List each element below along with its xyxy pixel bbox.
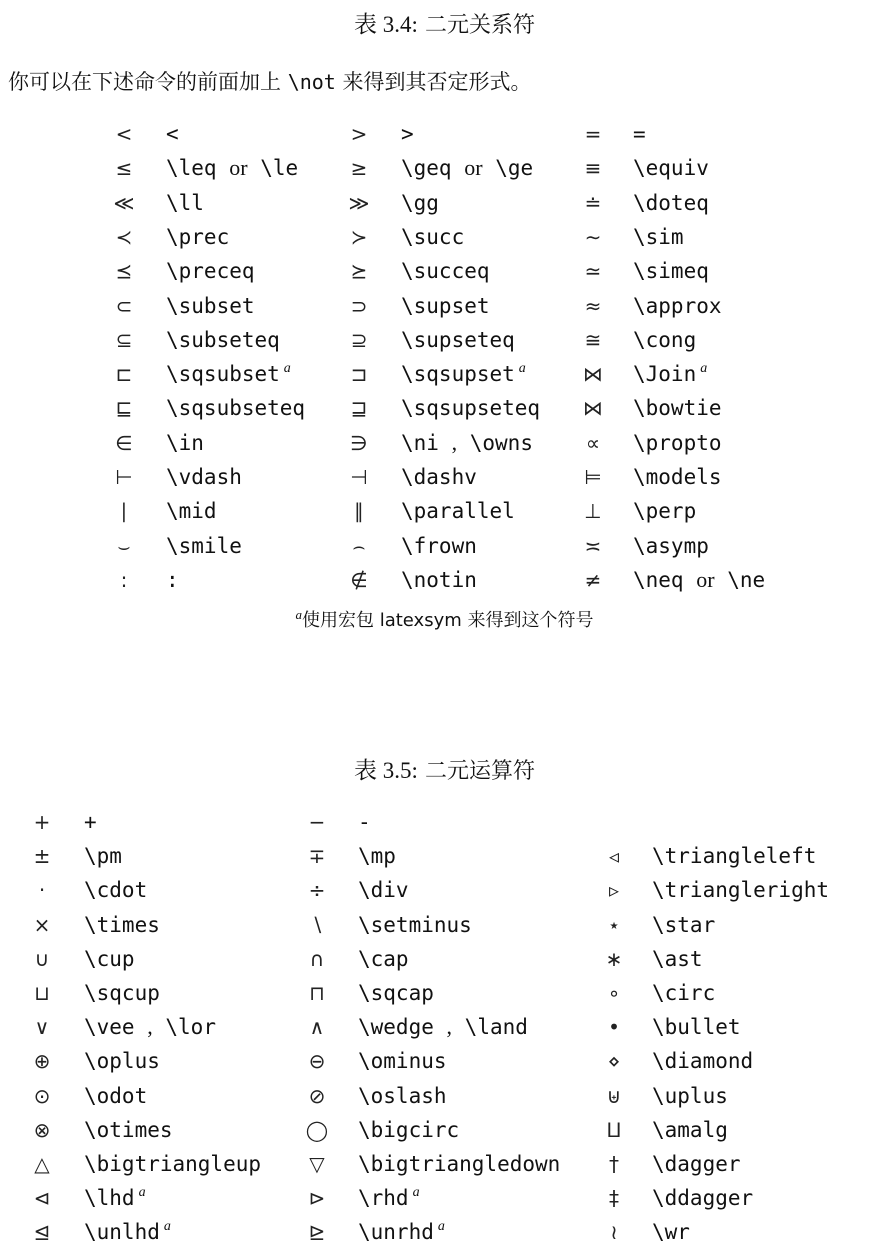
- command-text: \sqsupseteq: [401, 396, 541, 421]
- symbol-glyph: ∗: [605, 946, 623, 971]
- symbol-glyph: ⊑: [115, 396, 133, 421]
- symbol-glyph: [594, 805, 634, 839]
- command-name: [401, 220, 464, 254]
- command-text: \setminus: [358, 912, 472, 937]
- command-name: [633, 220, 684, 254]
- command-name: [652, 1113, 728, 1147]
- command-name: [84, 976, 160, 1010]
- intro-paragraph: [8, 66, 532, 96]
- symbol-glyph: ×: [33, 912, 51, 937]
- symbol-glyph: ⋄: [607, 1049, 621, 1074]
- command-text: \cdot: [84, 878, 148, 903]
- command-name: [633, 254, 709, 288]
- command-alias: \owns: [469, 430, 533, 455]
- symbol-glyph: ⊃: [350, 293, 368, 318]
- or-text: or: [464, 155, 483, 181]
- symbol-glyph: ⊏: [115, 362, 133, 387]
- command-text: \diamond: [652, 1049, 754, 1074]
- command-name: [358, 1079, 447, 1113]
- command-name: [633, 151, 709, 185]
- command-name: [166, 151, 298, 185]
- command-alias: \land: [464, 1015, 528, 1040]
- symbol-glyph: ∼: [584, 224, 602, 249]
- symbol-glyph: ⊔: [34, 981, 50, 1005]
- command-name: [652, 1147, 741, 1181]
- intro-text-before: 你可以在下述命令的前面加上: [8, 70, 281, 94]
- symbol-glyph: ≪: [113, 190, 135, 215]
- command-text: \mp: [358, 844, 396, 869]
- command-name: [166, 220, 229, 254]
- command-text: \star: [652, 912, 716, 937]
- command-text: \notin: [401, 567, 477, 592]
- command-name: [166, 186, 204, 220]
- symbol-glyph: ▹: [608, 878, 620, 903]
- symbol-glyph: ⊴: [33, 1220, 51, 1245]
- command-name: [652, 839, 816, 873]
- command-name: [633, 186, 709, 220]
- command-name: [84, 1044, 160, 1078]
- command-name: [84, 1181, 146, 1215]
- command-text: \triangleright: [652, 878, 830, 903]
- command-text: \triangleleft: [652, 844, 817, 869]
- symbol-glyph: ∪: [34, 946, 50, 971]
- command-name: [84, 873, 147, 907]
- symbol-glyph: ≐: [584, 190, 602, 215]
- separator-comma: ,: [147, 1014, 153, 1040]
- command-name: [401, 117, 414, 151]
- symbol-glyph: ∨: [34, 1015, 50, 1040]
- command-text: \perp: [633, 499, 697, 524]
- command-text: \Join: [633, 362, 697, 387]
- symbol-glyph: ≠: [584, 567, 602, 592]
- or-text: or: [229, 155, 248, 181]
- symbol-glyph: ∣: [119, 499, 129, 524]
- command-text: \pm: [84, 844, 122, 869]
- symbol-glyph: ◃: [608, 844, 620, 869]
- symbol-glyph: ≫: [348, 190, 370, 215]
- symbol-glyph: ⊘: [308, 1083, 326, 1108]
- command-text: \odot: [84, 1083, 148, 1108]
- symbol-glyph: ⊥: [584, 499, 602, 524]
- command-text: \doteq: [633, 190, 709, 215]
- command-name: [166, 426, 204, 460]
- command-name: [633, 117, 646, 151]
- command-text: \sqcup: [84, 981, 160, 1005]
- footnote-marker: a: [163, 1219, 171, 1235]
- command-name: [166, 529, 242, 563]
- command-name: [84, 1113, 173, 1147]
- symbol-glyph: ⋆: [607, 912, 621, 937]
- command-text: \cong: [633, 327, 697, 352]
- symbol-glyph: :: [120, 567, 128, 592]
- command-text: \mid: [166, 499, 217, 524]
- command-text: \ddagger: [652, 1186, 754, 1211]
- symbol-glyph: ⌣: [117, 533, 131, 558]
- command-text: \ll: [166, 190, 204, 215]
- command-name: [633, 391, 722, 425]
- command-name: [633, 289, 722, 323]
- command-text: \succeq: [401, 259, 490, 284]
- command-text: \amalg: [652, 1117, 728, 1142]
- command-name: [652, 873, 829, 907]
- command-name: [358, 873, 409, 907]
- command-name: [401, 254, 490, 288]
- symbol-glyph: ∘: [607, 981, 621, 1005]
- command-name: [652, 976, 715, 1010]
- symbol-glyph: ⊳: [308, 1186, 326, 1211]
- symbol-glyph: ∖: [310, 912, 324, 937]
- command-text: \dashv: [401, 465, 477, 489]
- command-name: [358, 839, 396, 873]
- command-name: [358, 976, 434, 1010]
- table-3-5-caption-number: 表 3.5:: [354, 758, 418, 783]
- symbol-glyph: ≈: [584, 293, 602, 318]
- symbol-glyph: ∥: [354, 499, 364, 524]
- command-name: [633, 426, 722, 460]
- footnote-mark: a: [295, 607, 302, 622]
- command-alias: \ne: [727, 567, 766, 592]
- command-text: \models: [633, 465, 722, 489]
- footnote-marker: a: [412, 1185, 420, 1201]
- footnote-marker: a: [283, 361, 291, 377]
- symbol-glyph: ∝: [585, 430, 601, 455]
- symbol-glyph: ÷: [308, 878, 326, 903]
- symbol-glyph: ⋈: [583, 396, 603, 421]
- symbol-glyph: ▽: [309, 1152, 325, 1176]
- command-name: [166, 289, 255, 323]
- symbol-glyph: >: [350, 122, 368, 146]
- command-text: \cup: [84, 946, 135, 971]
- command-name: [401, 391, 540, 425]
- command-text: \oslash: [358, 1083, 447, 1108]
- command-name: [358, 1044, 447, 1078]
- command-name: [633, 357, 707, 391]
- command-name: [652, 1010, 741, 1044]
- command-name: [633, 529, 709, 563]
- symbol-glyph: ⊆: [115, 327, 133, 352]
- symbol-glyph: ◯: [305, 1117, 329, 1142]
- command-name: [166, 494, 217, 528]
- command-text: \bigcirc: [358, 1117, 460, 1142]
- command-name: [652, 942, 703, 976]
- command-text: \times: [84, 912, 160, 937]
- symbol-glyph: ⋈: [583, 362, 603, 387]
- table-3-4-caption-number: 表 3.4:: [354, 12, 418, 37]
- command-text: \simeq: [633, 259, 709, 284]
- command-name: [166, 323, 280, 357]
- command-text: -: [358, 810, 371, 834]
- command-text: \geq: [401, 156, 452, 181]
- command-name: [84, 1215, 171, 1249]
- command-text: \preceq: [166, 259, 255, 284]
- symbol-glyph: ⊗: [33, 1117, 51, 1142]
- symbol-glyph: =: [584, 122, 602, 146]
- command-name: [358, 1215, 445, 1249]
- command-name: [401, 426, 533, 460]
- command-text: =: [633, 122, 646, 146]
- symbol-glyph: ⊂: [115, 293, 133, 318]
- command-text: \circ: [652, 981, 716, 1005]
- command-text: \asymp: [633, 533, 709, 558]
- command-text: >: [401, 122, 414, 146]
- command-text: \lhd: [84, 1186, 135, 1211]
- symbol-glyph: ⊣: [350, 465, 368, 489]
- table-3-5-caption-title: 二元运算符: [424, 759, 535, 784]
- command-text: \sqsubset: [166, 362, 280, 387]
- command-name: [401, 563, 477, 597]
- command-name: [166, 391, 305, 425]
- command-text: \otimes: [84, 1117, 173, 1142]
- command-name: [652, 1044, 753, 1078]
- command-text: \cap: [358, 946, 409, 971]
- symbol-glyph: ⊙: [33, 1083, 51, 1108]
- command-text: <: [166, 122, 179, 146]
- command-name: [633, 460, 722, 494]
- command-text: \leq: [166, 156, 217, 181]
- command-text: \bigtriangleup: [84, 1152, 262, 1176]
- symbol-glyph: ‡: [609, 1186, 619, 1211]
- command-name: [358, 1147, 560, 1181]
- command-text: \wr: [652, 1220, 690, 1245]
- symbol-glyph: ⊵: [308, 1220, 326, 1245]
- symbol-glyph: ⨿: [606, 1117, 622, 1142]
- symbol-glyph: ∉: [350, 567, 368, 592]
- command-text: \succ: [401, 224, 465, 249]
- intro-text-after: 来得到其否定形式。: [342, 70, 532, 94]
- command-name: [166, 254, 255, 288]
- symbol-glyph: ≡: [584, 156, 602, 181]
- symbol-glyph: ≍: [584, 533, 602, 558]
- symbol-glyph: ±: [33, 844, 51, 869]
- symbol-glyph: ⊇: [350, 327, 368, 352]
- symbol-glyph: <: [115, 122, 133, 146]
- symbol-glyph: ⊐: [350, 362, 368, 387]
- command-text: \rhd: [358, 1186, 409, 1211]
- command-name: [652, 1079, 728, 1113]
- command-text: \ast: [652, 946, 703, 971]
- command-alias: \le: [260, 156, 299, 181]
- command-name: [358, 1181, 420, 1215]
- symbol-glyph: ∋: [350, 430, 368, 455]
- symbol-glyph: ≻: [350, 224, 368, 249]
- command-text: \wedge: [358, 1015, 434, 1040]
- command-name: [401, 186, 439, 220]
- command-name: [84, 805, 97, 839]
- command-name: [166, 357, 291, 391]
- separator-comma: ,: [446, 1014, 453, 1040]
- command-text: \sqsubseteq: [166, 396, 306, 421]
- table-3-4-caption-title: 二元关系符: [424, 13, 535, 38]
- symbol-glyph: ∈: [115, 430, 133, 455]
- symbol-glyph: ⊢: [115, 465, 133, 489]
- symbol-glyph: ≺: [115, 224, 133, 249]
- command-name: [358, 805, 371, 839]
- symbol-glyph: ⊕: [33, 1049, 51, 1074]
- command-text: \vdash: [166, 465, 242, 489]
- command-name: [401, 151, 533, 185]
- footnote-marker: a: [138, 1185, 146, 1201]
- symbol-glyph: ∩: [309, 946, 325, 971]
- symbol-glyph: ⊓: [309, 981, 325, 1005]
- command-name: [652, 908, 715, 942]
- symbol-glyph: ∓: [308, 844, 326, 869]
- symbol-glyph: ⌢: [352, 533, 366, 558]
- command-text: \propto: [633, 430, 722, 455]
- command-name: [84, 908, 160, 942]
- command-name: [633, 563, 765, 597]
- command-name: [633, 494, 696, 528]
- command-text: \equiv: [633, 156, 709, 181]
- symbol-glyph: −: [308, 810, 326, 834]
- intro-command: \not: [287, 70, 336, 94]
- command-text: \dagger: [652, 1152, 741, 1176]
- command-text: :: [166, 567, 179, 592]
- command-alias: \ge: [495, 156, 534, 181]
- command-text: \approx: [633, 293, 722, 318]
- command-text: \supset: [401, 293, 490, 318]
- command-text: \supseteq: [401, 327, 515, 352]
- command-text: \prec: [166, 224, 230, 249]
- command-name: [401, 494, 515, 528]
- command-text: \sqsupset: [401, 362, 515, 387]
- symbol-glyph: ≥: [350, 156, 368, 181]
- symbol-glyph: ≃: [584, 259, 602, 284]
- symbol-glyph: ⊎: [606, 1083, 622, 1108]
- command-text: \gg: [401, 190, 439, 215]
- command-name: [84, 1147, 261, 1181]
- command-name: [401, 323, 515, 357]
- symbol-glyph: ⊨: [584, 465, 602, 489]
- command-text: \in: [166, 430, 204, 455]
- footnote-marker: a: [437, 1219, 445, 1235]
- table-3-4-footnote: [0, 606, 889, 632]
- command-name: [84, 1079, 147, 1113]
- command-name: [84, 839, 122, 873]
- symbol-glyph: ⊖: [308, 1049, 326, 1074]
- command-text: \ni: [401, 430, 439, 455]
- command-text: \ominus: [358, 1049, 447, 1074]
- command-name: [358, 942, 409, 976]
- symbol-glyph: ≀: [610, 1220, 618, 1245]
- symbol-glyph: ·: [38, 878, 46, 903]
- symbol-glyph: +: [33, 810, 51, 834]
- command-name: [84, 942, 135, 976]
- command-text: \frown: [401, 533, 477, 558]
- command-text: \unrhd: [358, 1220, 434, 1245]
- command-text: +: [84, 810, 97, 834]
- command-name: [401, 289, 490, 323]
- command-text: \sqcap: [358, 981, 434, 1005]
- command-alias: \lor: [165, 1015, 216, 1040]
- symbol-glyph: ⊲: [33, 1186, 51, 1211]
- command-name: [84, 1010, 216, 1044]
- table-3-4-caption: [0, 6, 889, 39]
- or-text: or: [696, 566, 715, 592]
- command-name: [358, 908, 472, 942]
- footnote-marker: a: [518, 361, 526, 377]
- command-text: \subset: [166, 293, 255, 318]
- command-text: \vee: [84, 1015, 135, 1040]
- command-text: \smile: [166, 533, 242, 558]
- command-text: \div: [358, 878, 409, 903]
- symbol-glyph: △: [34, 1152, 50, 1176]
- symbol-glyph: ⊒: [350, 396, 368, 421]
- command-text: \oplus: [84, 1049, 160, 1074]
- command-text: \uplus: [652, 1083, 728, 1108]
- symbol-glyph: ∧: [309, 1015, 325, 1040]
- command-text: \bigtriangledown: [358, 1152, 561, 1176]
- command-name: [401, 529, 477, 563]
- command-name: [652, 1181, 753, 1215]
- command-text: \subseteq: [166, 327, 280, 352]
- table-3-5-caption: [0, 752, 889, 785]
- separator-comma: ,: [451, 429, 458, 455]
- footnote-marker: a: [700, 361, 708, 377]
- symbol-glyph: ≅: [584, 327, 602, 352]
- command-name: [401, 357, 526, 391]
- command-text: \unlhd: [84, 1220, 160, 1245]
- command-name: [633, 323, 696, 357]
- symbol-glyph: ⪰: [350, 259, 368, 284]
- symbol-glyph: •: [608, 1015, 620, 1040]
- command-name: [166, 117, 179, 151]
- command-name: [166, 563, 179, 597]
- command-text: \sim: [633, 224, 684, 249]
- command-name: [652, 1215, 690, 1249]
- symbol-glyph: ⪯: [115, 259, 133, 284]
- symbol-glyph: †: [609, 1152, 619, 1176]
- footnote-text: 使用宏包 latexsym 来得到这个符号: [301, 610, 594, 631]
- command-name: [401, 460, 477, 494]
- symbol-glyph: ≤: [115, 156, 133, 181]
- command-text: \neq: [633, 567, 684, 592]
- command-name: [166, 460, 242, 494]
- command-name: [358, 1010, 528, 1044]
- command-text: \bowtie: [633, 396, 722, 421]
- command-name: [358, 1113, 459, 1147]
- command-text: \bullet: [652, 1015, 741, 1040]
- command-text: \parallel: [401, 499, 515, 524]
